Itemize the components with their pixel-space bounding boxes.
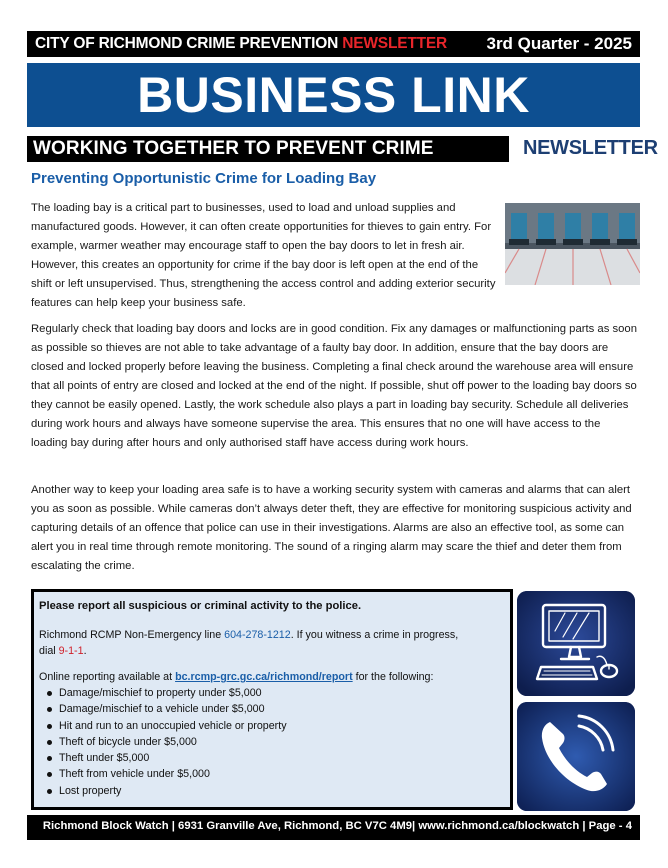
list-item: Theft of bicycle under $5,000 [59, 734, 504, 750]
banner-title: BUSINESS LINK [137, 67, 530, 123]
non-emergency-line [39, 627, 504, 643]
slogan-text: WORKING TOGETHER TO PREVENT CRIME [33, 138, 434, 159]
org-title [35, 35, 447, 53]
report-box [31, 589, 513, 810]
non-emergency-prefix: Richmond RCMP Non-Emergency line [39, 629, 225, 641]
phone-icon [517, 702, 635, 811]
emergency-suffix: . [83, 645, 87, 657]
emergency-line [39, 643, 504, 659]
online-prefix: Online reporting available at [39, 671, 176, 683]
list-item: Damage/mischief to a vehicle under $5,000 [59, 701, 504, 717]
loading-bay-illustration [505, 203, 640, 285]
computer-tile [517, 591, 635, 696]
newsletter-label: NEWSLETTER [523, 137, 658, 159]
list-item: Hit and run to an unoccupied vehicle or property [59, 718, 504, 734]
online-report-link[interactable]: bc.rcmp-grc.gc.ca/richmond/report [175, 671, 353, 683]
article-paragraph: Another way to keep your loading area safe is to have a working security system with cameras and alarms that can alert you as soon as possible. While cameras don’t always deter theft, they are effective for monitoring suspicious activity and capturing details of an offence that police can use in their investigations. Alarms are also an effective tool, as some can alert you in real time through remote monitoring. The sound of a ringing alarm may scare the thief and deter them from escalating the crime. [31, 484, 632, 572]
report-list [39, 685, 504, 799]
online-suffix: for the following: [352, 671, 434, 683]
top-bar [27, 31, 640, 57]
emergency-number: 9-1-1 [58, 645, 84, 657]
list-item: Theft under $5,000 [59, 750, 504, 766]
list-item: Damage/mischief to property under $5,000 [59, 685, 504, 701]
report-heading: Please report all suspicious or criminal activity to the police. [39, 600, 362, 612]
footer-text: Richmond Block Watch | 6931 Granville Ave, Richmond, BC V7C 4M9| www.richmond.ca/blockwatch | Page - 4 [42, 820, 632, 832]
phone-tile [517, 702, 635, 811]
newsletter-word: NEWSLETTER [342, 35, 448, 52]
non-emergency-phone: 604-278-1212 [224, 629, 291, 641]
list-item: Theft from vehicle under $5,000 [59, 766, 504, 782]
banner [27, 63, 640, 127]
article-title: Preventing Opportunistic Crime for Loading Bay [31, 170, 377, 187]
article-paragraph: Regularly check that loading bay doors and locks are in good condition. Fix any damages or malfunctioning parts as soon as possible so thieves are not able to take advantage of a faulty bay door. In addition, ensure that the bay doors are closed and locked properly before leaving the business. Completing a final check around the warehouse area will ensure that all points of entry are closed and locked at the end of the night. If possible, shut off power to the loading bay doors so they cannot be easily opened. Lastly, the work schedule also plays a part in loading bay security. Schedule all deliveries during work hours and always have someone supervise the area. This ensures that no one will have access to the loading bay during after hours and only authorised staff have access during work hours. [31, 323, 637, 449]
quarter-label: 3rd Quarter - 2025 [486, 34, 632, 53]
emergency-prefix: dial [39, 645, 59, 657]
org-name: CITY OF RICHMOND CRIME PREVENTION [35, 35, 339, 52]
computer-icon [517, 591, 635, 696]
list-item: Lost property [59, 783, 504, 799]
loading-bay-photo [505, 203, 640, 285]
footer-bar [27, 815, 640, 840]
slogan-bar [27, 136, 509, 162]
online-reporting-line [39, 669, 504, 685]
non-emergency-suffix: . If you witness a crime in progress, [290, 629, 459, 641]
article-paragraph: The loading bay is a critical part to businesses, used to load and unload supplies and manufactured goods. However, it can often create opportunities for thieves to gain entry. For example, warmer weather may encourage staff to open the bay doors to let in fresh air. However, this creates an opportunity for crime if the bay door is left open at the end of the shift or left unsupervised. Thus, strengthening the access control and adding exterior security features can help keep your business safe. [31, 202, 496, 309]
